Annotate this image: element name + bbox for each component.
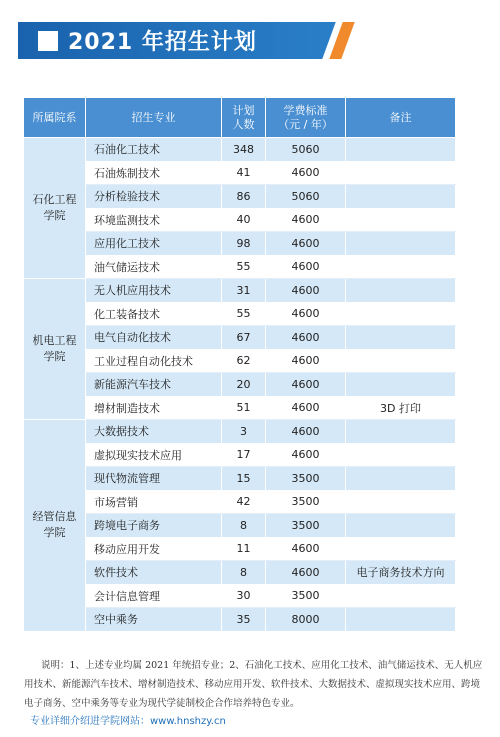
major-cell: 化工装备技术 <box>86 302 222 326</box>
table-row <box>24 514 456 538</box>
website-link[interactable]: 专业详细介绍进学院网站：www.hnshzy.cn <box>30 716 226 727</box>
count-cell: 67 <box>222 326 266 350</box>
note-cell <box>346 302 456 326</box>
count-cell: 40 <box>222 208 266 232</box>
count-cell: 55 <box>222 255 266 279</box>
title-banner <box>18 22 336 59</box>
note-cell <box>346 349 456 373</box>
fee-cell: 3500 <box>266 514 346 538</box>
table-row <box>24 232 456 256</box>
dept-cell: 石化工程 学院 <box>24 138 86 279</box>
fee-cell: 4600 <box>266 443 346 467</box>
fee-cell: 4600 <box>266 208 346 232</box>
table-row <box>24 537 456 561</box>
note-cell <box>346 208 456 232</box>
fee-cell: 4600 <box>266 537 346 561</box>
major-cell: 市场营销 <box>86 490 222 514</box>
major-cell: 增材制造技术 <box>86 396 222 420</box>
major-cell: 石油化工技术 <box>86 138 222 162</box>
table-row <box>24 255 456 279</box>
fee-cell: 3500 <box>266 584 346 608</box>
count-cell: 8 <box>222 514 266 538</box>
count-cell: 41 <box>222 161 266 185</box>
footnote: 说明：1、上述专业均属 2021 年统招专业；2、石油化工技术、应用化工技术、油气储运技术、无人机应用技术、新能源汽车技术、增材制造技术、移动应用开发、软件技术、大数据技术、虚拟现实技术应用、跨境电子商务、空中乘务等专业为现代学徒制校企合作培养特色专业。 <box>24 660 483 709</box>
note-cell <box>346 185 456 209</box>
fee-cell: 4600 <box>266 420 346 444</box>
dept-cell: 机电工程 学院 <box>24 279 86 420</box>
table-row <box>24 490 456 514</box>
dept-cell: 经管信息 学院 <box>24 420 86 632</box>
note-cell <box>346 584 456 608</box>
major-cell: 分析检验技术 <box>86 185 222 209</box>
count-cell: 31 <box>222 279 266 303</box>
table-row <box>24 279 456 303</box>
square-bullet-icon <box>38 31 58 51</box>
note-cell <box>346 537 456 561</box>
table-row <box>24 608 456 632</box>
note-cell <box>346 514 456 538</box>
header-note: 备注 <box>346 98 456 138</box>
fee-cell: 4600 <box>266 349 346 373</box>
major-cell: 跨境电子商务 <box>86 514 222 538</box>
table-row <box>24 138 456 162</box>
note-cell <box>346 232 456 256</box>
count-cell: 11 <box>222 537 266 561</box>
table-row <box>24 161 456 185</box>
note-cell <box>346 608 456 632</box>
table-header-row <box>24 98 456 138</box>
count-cell: 8 <box>222 561 266 585</box>
table-row <box>24 561 456 585</box>
major-cell: 应用化工技术 <box>86 232 222 256</box>
fee-cell: 4600 <box>266 396 346 420</box>
fee-cell: 4600 <box>266 302 346 326</box>
table-row <box>24 326 456 350</box>
major-cell: 空中乘务 <box>86 608 222 632</box>
table-row <box>24 420 456 444</box>
table-row <box>24 373 456 397</box>
table-row <box>24 208 456 232</box>
major-cell: 油气储运技术 <box>86 255 222 279</box>
enrollment-plan-table <box>23 97 456 632</box>
note-cell <box>346 420 456 444</box>
major-cell: 环境监测技术 <box>86 208 222 232</box>
note-cell <box>346 326 456 350</box>
fee-cell: 4600 <box>266 255 346 279</box>
fee-cell: 4600 <box>266 232 346 256</box>
major-cell: 现代物流管理 <box>86 467 222 491</box>
major-cell: 新能源汽车技术 <box>86 373 222 397</box>
table-row <box>24 443 456 467</box>
count-cell: 3 <box>222 420 266 444</box>
note-cell <box>346 255 456 279</box>
note-cell: 3D 打印 <box>346 396 456 420</box>
note-cell <box>346 279 456 303</box>
fee-cell: 4600 <box>266 373 346 397</box>
count-cell: 30 <box>222 584 266 608</box>
major-cell: 石油炼制技术 <box>86 161 222 185</box>
note-cell <box>346 490 456 514</box>
count-cell: 55 <box>222 302 266 326</box>
fee-cell: 5060 <box>266 185 346 209</box>
fee-cell: 3500 <box>266 490 346 514</box>
header-major: 招生专业 <box>86 98 222 138</box>
fee-cell: 8000 <box>266 608 346 632</box>
count-cell: 98 <box>222 232 266 256</box>
header-dept: 所属院系 <box>24 98 86 138</box>
note-cell: 电子商务技术方向 <box>346 561 456 585</box>
fee-cell: 4600 <box>266 161 346 185</box>
fee-cell: 5060 <box>266 138 346 162</box>
table-row <box>24 467 456 491</box>
count-cell: 62 <box>222 349 266 373</box>
count-cell: 348 <box>222 138 266 162</box>
fee-cell: 4600 <box>266 279 346 303</box>
count-cell: 17 <box>222 443 266 467</box>
note-cell <box>346 467 456 491</box>
major-cell: 工业过程自动化技术 <box>86 349 222 373</box>
major-cell: 大数据技术 <box>86 420 222 444</box>
count-cell: 42 <box>222 490 266 514</box>
page-title: 2021 年招生计划 <box>68 30 257 55</box>
major-cell: 虚拟现实技术应用 <box>86 443 222 467</box>
major-cell: 移动应用开发 <box>86 537 222 561</box>
table-row <box>24 349 456 373</box>
table-row <box>24 302 456 326</box>
major-cell: 电气自动化技术 <box>86 326 222 350</box>
major-cell: 会计信息管理 <box>86 584 222 608</box>
major-cell: 无人机应用技术 <box>86 279 222 303</box>
note-cell <box>346 373 456 397</box>
note-cell <box>346 161 456 185</box>
header-count: 计划 人数 <box>222 98 266 138</box>
count-cell: 86 <box>222 185 266 209</box>
table-row <box>24 396 456 420</box>
count-cell: 15 <box>222 467 266 491</box>
fee-cell: 4600 <box>266 326 346 350</box>
count-cell: 35 <box>222 608 266 632</box>
header-fee: 学费标准 （元 / 年） <box>266 98 346 138</box>
major-cell: 软件技术 <box>86 561 222 585</box>
count-cell: 51 <box>222 396 266 420</box>
note-cell <box>346 138 456 162</box>
fee-cell: 3500 <box>266 467 346 491</box>
table-row <box>24 185 456 209</box>
fee-cell: 4600 <box>266 561 346 585</box>
table-row <box>24 584 456 608</box>
count-cell: 20 <box>222 373 266 397</box>
note-cell <box>346 443 456 467</box>
